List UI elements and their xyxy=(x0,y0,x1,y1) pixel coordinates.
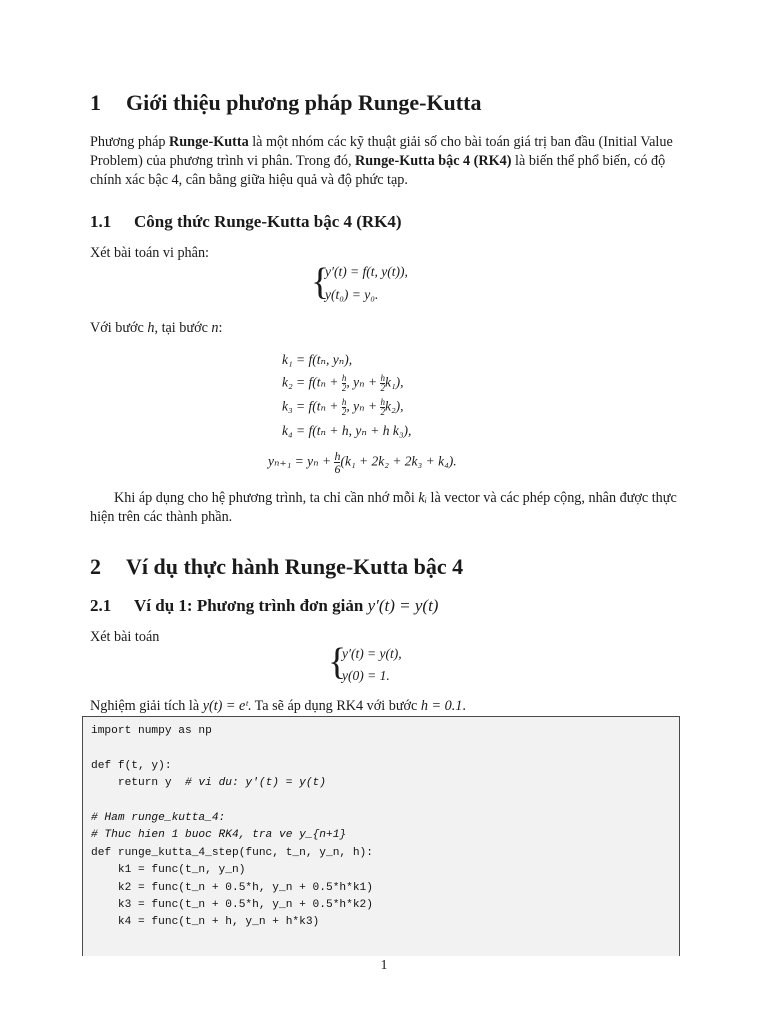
rk4-k2 xyxy=(282,374,404,393)
para-text: là một nhóm các kỹ thuật giải số cho bài toán giá trị ban đầu (Initial Value Problem) của phương trình vi phân. Trong đó, xyxy=(90,134,673,169)
code-line: return y # vi du: y'(t) = y(t) xyxy=(91,777,326,790)
para-text: là biến thể phổ biến, có độ chính xác bậc 4, cân bằng giữa hiệu quả và độ phức tạp. xyxy=(90,153,666,188)
frac-den: 2 xyxy=(341,407,347,417)
ivp-1-line-2: y(t₀) = y₀. xyxy=(325,287,379,302)
section-2-number: 2 xyxy=(90,554,101,579)
code-line: def f(t, y): xyxy=(91,759,172,772)
section-1-paragraph xyxy=(90,133,680,190)
frac-den: 2 xyxy=(380,407,385,417)
analytic-solution-sentence xyxy=(90,697,680,716)
frac-num: h xyxy=(380,397,385,407)
math-ki: kᵢ xyxy=(418,490,427,506)
frac-num: h xyxy=(341,373,347,383)
bold-term-runge-kutta: Runge-Kutta xyxy=(169,134,249,150)
k3-part: , yₙ + xyxy=(346,398,381,414)
section-2-1-number: 2.1 xyxy=(90,596,112,615)
k2-part: k₂ = f(tₙ + xyxy=(282,374,342,390)
frac-den: 2 xyxy=(380,383,385,393)
frac-den: 6 xyxy=(334,462,341,476)
rk4-k3 xyxy=(282,398,404,417)
code-line: def runge_kutta_4_step(func, t_n, y_n, h): xyxy=(91,846,373,859)
page-number: 1 xyxy=(380,958,388,973)
code-listing xyxy=(82,716,680,956)
section-1-title: Giới thiệu phương pháp Runge-Kutta xyxy=(126,90,482,115)
code-line: k1 = func(t_n, y_n) xyxy=(91,864,246,877)
ivp-2-line-2: y(0) = 1. xyxy=(342,668,390,683)
rk4-k4: k₄ = f(tₙ + h, yₙ + h k₃), xyxy=(282,423,412,438)
left-brace: { xyxy=(328,641,347,683)
para-text: Với bước xyxy=(90,320,148,336)
frac-num: h xyxy=(380,373,385,383)
k3-part: k₃ = f(tₙ + xyxy=(282,398,342,414)
para-text: Nghiệm giải tích là xyxy=(90,698,203,714)
rk4-k1: k₁ = f(tₙ, yₙ), xyxy=(282,352,353,367)
math-solution: y(t) = eᵗ xyxy=(202,698,248,714)
para-text: Phương pháp xyxy=(90,134,170,150)
step-sentence xyxy=(90,319,680,338)
k3-part: k₂), xyxy=(384,398,404,414)
code-line: k2 = func(t_n + 0.5*h, y_n + 0.5*h*k1) xyxy=(91,881,373,894)
frac-num: h xyxy=(334,449,341,463)
section-2-title: Ví dụ thực hành Runge-Kutta bậc 4 xyxy=(126,554,464,579)
example-intro: Xét bài toán xyxy=(90,629,160,645)
section-1-1-number: 1.1 xyxy=(90,212,112,231)
code-line: # Ham runge_kutta_4: xyxy=(91,812,226,824)
k2-part: , yₙ + xyxy=(346,374,381,390)
para-text: là vector và các phép cộng, nhân được thực hiện trên các thành phần. xyxy=(90,490,677,525)
math-n: n xyxy=(211,320,219,336)
section-1-1-title: Công thức Runge-Kutta bậc 4 (RK4) xyxy=(134,212,402,231)
update-part: (k₁ + 2k₂ + 2k₃ + k₄). xyxy=(340,453,457,469)
ivp-1-line-1: y′(t) = f(t, y(t)), xyxy=(325,264,408,279)
update-part: yₙ₊₁ = yₙ + xyxy=(268,453,335,469)
section-2-1-heading xyxy=(90,596,438,616)
ivp-system-2 xyxy=(330,640,480,688)
code-line: k4 = func(t_n + h, y_n + h*k3) xyxy=(91,916,320,929)
para-text: : xyxy=(218,320,223,336)
ivp-2-line-1: y′(t) = y(t), xyxy=(342,646,402,661)
k2-part: k₁), xyxy=(384,374,404,390)
frac-num: h xyxy=(341,397,347,407)
section-1-heading xyxy=(90,90,481,116)
ode-intro: Xét bài toán vi phân: xyxy=(90,245,209,261)
para-text: . Ta sẽ áp dụng RK4 với bước xyxy=(247,698,421,714)
rk4-update xyxy=(268,450,457,475)
math-step: h = 0.1 xyxy=(420,698,463,714)
math-h: h xyxy=(147,320,155,336)
left-brace: { xyxy=(311,261,330,303)
ivp-system-1 xyxy=(313,260,473,308)
section-2-heading xyxy=(90,554,463,580)
vector-note xyxy=(90,489,680,527)
para-text: . xyxy=(462,698,466,714)
section-2-1-title: Ví dụ 1: Phương trình đơn giản xyxy=(134,596,368,615)
code-line: import numpy as np xyxy=(91,725,212,737)
section-1-1-heading xyxy=(90,212,402,232)
para-text: Khi áp dụng cho hệ phương trình, ta chỉ cần nhớ mỗi xyxy=(114,490,419,506)
bold-term-rk4: Runge-Kutta bậc 4 (RK4) xyxy=(355,153,512,169)
section-2-1-title-math: y′(t) = y(t) xyxy=(367,596,439,615)
frac-den: 2 xyxy=(341,383,347,393)
code-line: # Thuc hien 1 buoc RK4, tra ve y_{n+1} xyxy=(91,829,347,842)
rk4-formulas xyxy=(0,350,768,480)
section-1-number: 1 xyxy=(90,90,101,115)
para-text: , tại bước xyxy=(154,320,212,336)
code-line: k3 = func(t_n + 0.5*h, y_n + 0.5*h*k2) xyxy=(91,899,373,911)
